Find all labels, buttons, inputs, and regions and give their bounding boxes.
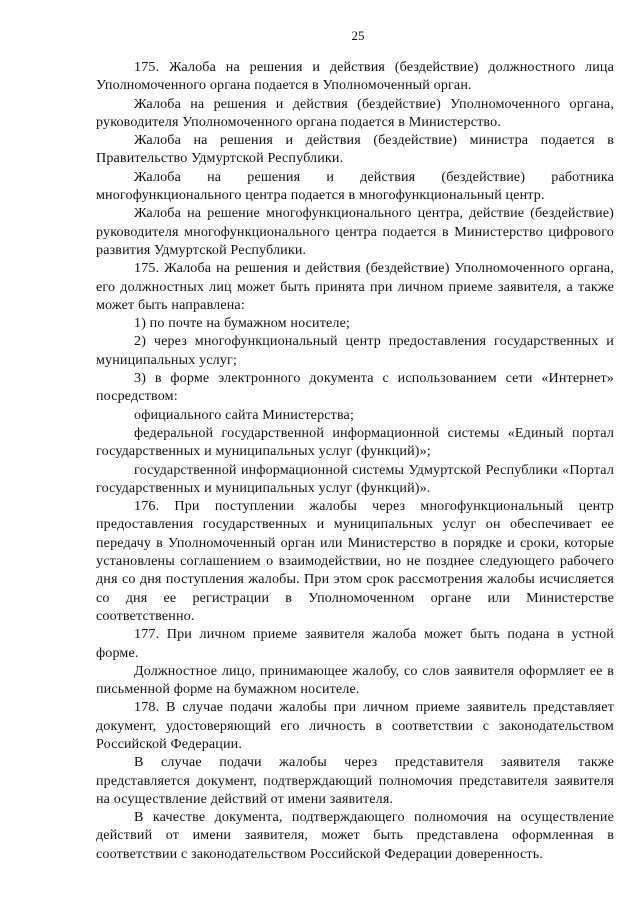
paragraph: Жалоба на решения и действия (бездействие) работника многофункционального центра подается в многофункциональный центр. — [96, 168, 614, 204]
paragraph: 175. Жалоба на решения и действия (бездействие) должностного лица Уполномоченного органа подается в Уполномоченный орган. — [96, 59, 614, 94]
paragraph: Жалоба на решения и действия (бездействие) Уполномоченного органа, руководителя Уполномоченного органа подается в Министерство. — [96, 95, 614, 130]
paragraph: 176. При поступлении жалобы через многофункциональный центр предоставления государственных и муниципальных услуг он обеспечивает ее передачу в Уполномоченный орган или Министерство в порядке и сроки, которые установлены соглашением о взаимодействии, но не позднее следующего рабочего дня со дня поступления жалобы. При этом срок рассмотрения жалобы исчисляется со дня ее регистрации в Уполномоченном органе или Министерстве соответственно. — [96, 498, 614, 624]
list-subitem: государственной информационной системы Удмуртской Республики «Портал государственных и муниципальных услуг (функций)». — [96, 461, 614, 496]
paragraph: Жалоба на решение многофункционального центра, действие (бездействие) руководителя многофункционального центра подается в Министерство цифрового развития Удмуртской Республики. — [96, 205, 614, 258]
paragraph: Жалоба на решения и действия (бездействие) министра подается в Правительство Удмуртской Республики. — [96, 132, 614, 167]
paragraph: 178. В случае подачи жалобы при личном приеме заявитель представляет документ, удостоверяющий его личность в соответствии с законодательством Российской Федерации. — [96, 699, 614, 752]
list-subitem: официального сайта Министерства; — [134, 406, 355, 423]
paragraph: В случае подачи жалобы через представителя заявителя также представляется документ, подтверждающий полномочия представителя заявителя на осуществление действий от имени заявителя. — [96, 754, 614, 807]
list-subitem: федеральной государственной информационной системы «Единый портал государственных и муниципальных услуг (функций)»; — [96, 424, 614, 460]
paragraph: 177. При личном приеме заявителя жалоба может быть подана в устной форме. — [96, 626, 614, 661]
page-number: 25 — [351, 28, 365, 43]
list-item: 3) в форме электронного документа с использованием сети «Интернет» посредством: — [96, 370, 614, 405]
list-item: 1) по почте на бумажном носителе; — [134, 315, 351, 332]
document-body — [96, 58, 614, 863]
paragraph: В качестве документа, подтверждающего полномочия на осуществление действий от имени заявителя, может быть представлена оформленная в соответствии с законодательством Российской Федерации доверенность. — [96, 809, 614, 862]
paragraph: Должностное лицо, принимающее жалобу, со слов заявителя оформляет ее в письменной форме на бумажном носителе. — [96, 662, 614, 698]
paragraph: 175. Жалоба на решения и действия (бездействие) Уполномоченного органа, его должностных лиц может быть принята при личном приеме заявителя, а также может быть направлена: — [96, 260, 614, 313]
list-item: 2) через многофункциональный центр предоставления государственных и муниципальных услуг; — [96, 333, 614, 368]
